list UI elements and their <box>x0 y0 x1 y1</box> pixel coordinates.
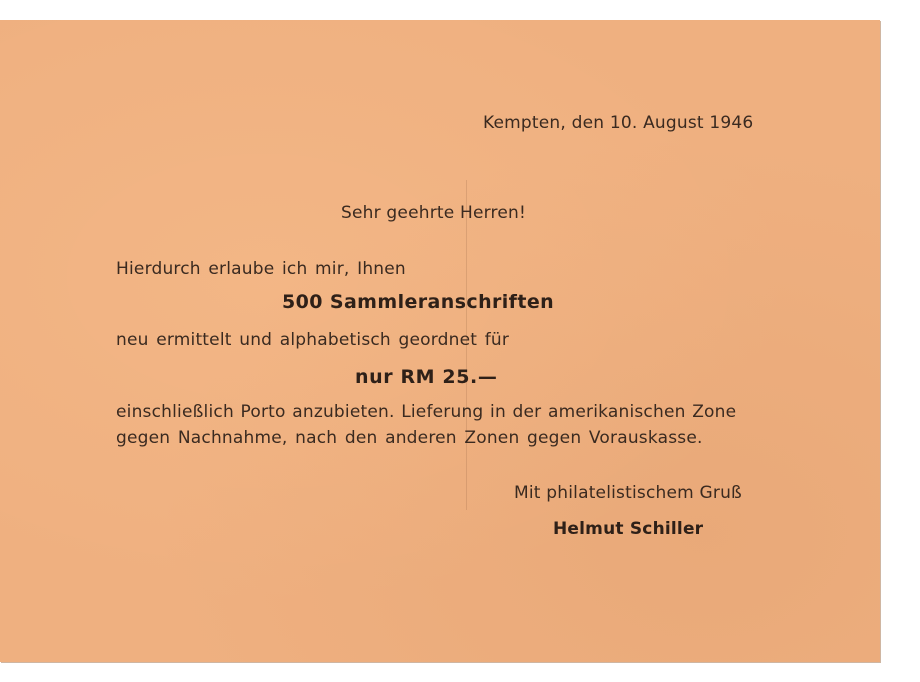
terms-line-2: gegen Nachnahme, nach den anderen Zonen gegen Vorauskasse. <box>116 428 703 448</box>
closing: Mit philatelistischem Gruß <box>514 483 742 503</box>
intro-text: Hierdurch erlaube ich mir, Ihnen <box>116 259 406 279</box>
signature: Helmut Schiller <box>553 519 704 539</box>
offer-detail: neu ermittelt und alphabetisch geordnet für <box>116 330 510 350</box>
price-highlight: nur RM 25.— <box>355 366 498 388</box>
terms-line-1: einschließlich Porto anzubieten. Lieferung in der amerikanischen Zone <box>116 402 737 422</box>
salutation: Sehr geehrte Herren! <box>341 203 527 223</box>
postcard <box>0 20 880 662</box>
offer-highlight: 500 Sammleranschriften <box>282 291 555 313</box>
date-line: Kempten, den 10. August 1946 <box>483 113 754 133</box>
